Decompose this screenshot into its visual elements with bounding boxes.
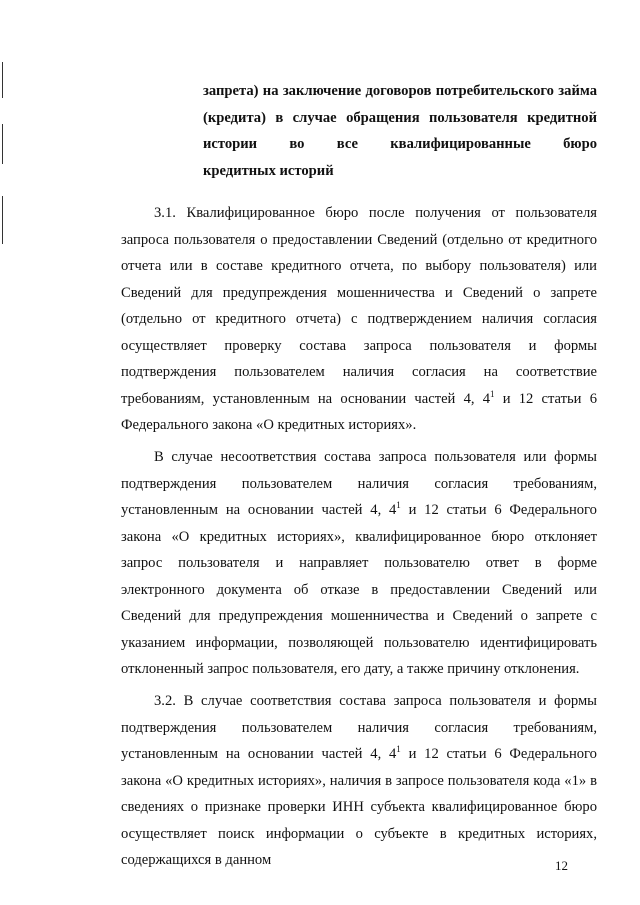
paragraph-3-1-text-cont: и 12 статьи 6 Федерального закона «О кредитных историях». [121, 390, 597, 433]
page-number: 12 [555, 858, 568, 873]
scan-edge-mark-3 [2, 196, 3, 244]
section-heading [203, 78, 597, 184]
heading-line-1: запрета) на заключение договоров потребительского [203, 83, 554, 99]
scan-edge-mark-1 [2, 62, 3, 98]
heading-line-4: кредитных историй [203, 162, 334, 179]
paragraph-3-2-text: 3.2. В случае соответствия состава запроса пользователя и формы подтверждения пользователем наличия согласия требованиям, установленным на основании частей 4, 4 [121, 693, 597, 762]
paragraph-mismatch-case [121, 444, 597, 683]
paragraph-3-1 [121, 200, 597, 439]
scan-edge-mark-2 [2, 124, 3, 164]
heading-line-3: кредитной истории во все квалифицированные бюро [203, 109, 597, 152]
paragraph-mismatch-text: В случае несоответствия состава запроса пользователя или формы подтверждения пользователем наличия согласия требованиям, установленным на основании частей 4, 4 [121, 449, 597, 518]
paragraph-3-1-superscript: 1 [490, 388, 495, 399]
paragraph-3-2-superscript: 1 [396, 744, 401, 755]
heading-line-2: займа (кредита) в случае обращения пользователя [203, 83, 597, 126]
paragraph-3-1-text: 3.1. Квалифицированное бюро после получения от пользователя запроса пользователя о предоставлении Сведений (отдельно от кредитного отчета или в составе кредитного отчета, по выбору пользователя) или Сведений для предупреждения мошенничества и Сведений о запрете (отдельно от кредитного отчета) с подтверждением наличия согласия осуществляет проверку состава запроса пользователя и формы подтверждения пользователем наличия согласия на соответствие требованиям, установленным на основании частей 4, 4 [121, 205, 597, 407]
paragraph-mismatch-text-cont: и 12 статьи 6 Федерального закона «О кредитных историях», квалифицированное бюро отклоняет запрос пользователя и направляет пользователю ответ в форме электронного документа об отказе в предоставлении Сведений или Сведений для предупреждения мошенничества и Сведений о запрете с указанием информации, позволяющей пользователю идентифицировать отклоненный запрос пользователя, его дату, а также причину отклонения. [121, 502, 597, 677]
paragraph-3-2-text-cont: и 12 статьи 6 Федерального закона «О кредитных историях», наличия в запросе пользователя кода «1» в сведениях о признаке проверки ИНН субъекта квалифицированное бюро осуществляет поиск информации о субъекте в кредитных историях, содержащихся в данном [121, 746, 597, 868]
paragraph-mismatch-superscript: 1 [396, 500, 401, 511]
paragraph-3-2 [121, 688, 597, 874]
document-body [121, 200, 597, 879]
